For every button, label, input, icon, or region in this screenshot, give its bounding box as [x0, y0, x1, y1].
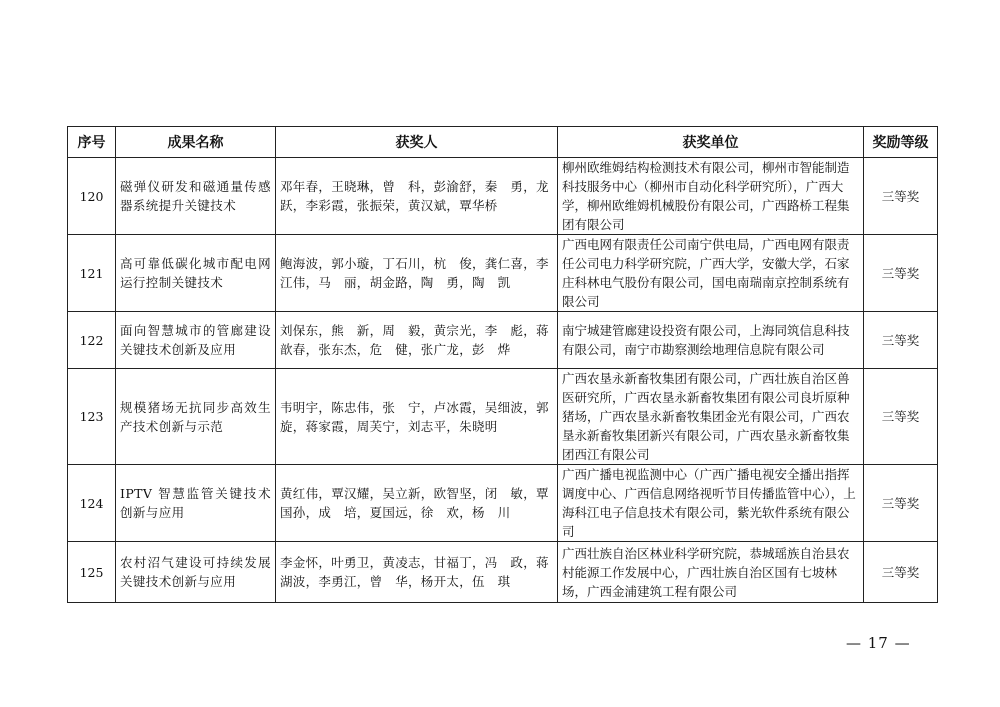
table-row [68, 542, 938, 603]
award-level: 三等奖 [864, 235, 938, 312]
award-level: 三等奖 [864, 369, 938, 465]
winners-list: 韦明宇，陈忠伟，张 宁，卢冰霞，吴细波，郭 旋，蒋家霞，周芙宁，刘志平，朱晓明 [276, 369, 558, 465]
achievement-title: 面向智慧城市的管廊建设关键技术创新及应用 [116, 312, 276, 369]
award-level: 三等奖 [864, 312, 938, 369]
units-list: 广西壮族自治区林业科学研究院，恭城瑶族自治县农村能源工作发展中心，广西壮族自治区国有七坡林场，广西金浦建筑工程有限公司 [558, 542, 864, 603]
row-number: 122 [68, 312, 116, 369]
units-list: 广西广播电视监测中心（广西广播电视安全播出指挥调度中心、广西信息网络视听节目传播监管中心），上海科江电子信息技术有限公司，紫光软件系统有限公司 [558, 465, 864, 542]
winners-list: 刘保东，熊 新，周 毅，黄宗光，李 彪，蒋歆春，张东杰，危 健，张广龙，彭 烨 [276, 312, 558, 369]
row-number: 121 [68, 235, 116, 312]
achievement-title: 磁弹仪研发和磁通量传感器系统提升关键技术 [116, 158, 276, 235]
table-row [68, 158, 938, 235]
row-number: 124 [68, 465, 116, 542]
page-number: — 17 — [846, 634, 911, 652]
units-list: 广西农垦永新畜牧集团有限公司，广西壮族自治区兽医研究所，广西农垦永新畜牧集团有限公司良圻原种猪场，广西农垦永新畜牧集团金光有限公司，广西农垦永新畜牧集团新兴有限公司，广西农垦永新畜牧集团西江有限公司 [558, 369, 864, 465]
table-row [68, 369, 938, 465]
winners-list: 黄红伟，覃汉耀，吴立新，欧智坚，闭 敏，覃国孙，成 培，夏国远，徐 欢，杨 川 [276, 465, 558, 542]
row-number: 120 [68, 158, 116, 235]
achievement-title: 农村沼气建设可持续发展关键技术创新与应用 [116, 542, 276, 603]
winners-list: 鲍海波，郭小璇，丁石川，杭 俊，龚仁喜，李江伟，马 丽，胡金路，陶 勇，陶 凯 [276, 235, 558, 312]
units-list: 广西电网有限责任公司南宁供电局，广西电网有限责任公司电力科学研究院，广西大学，安徽大学，石家庄科林电气股份有限公司，国电南瑞南京控制系统有限公司 [558, 235, 864, 312]
award-level: 三等奖 [864, 158, 938, 235]
award-level: 三等奖 [864, 465, 938, 542]
row-number: 123 [68, 369, 116, 465]
table-header-row [68, 127, 938, 158]
header-title: 成果名称 [116, 127, 276, 158]
row-number: 125 [68, 542, 116, 603]
units-list: 南宁城建管廊建设投资有限公司，上海同筑信息科技有限公司，南宁市勘察测绘地理信息院有限公司 [558, 312, 864, 369]
units-list: 柳州欧维姆结构检测技术有限公司，柳州市智能制造科技服务中心（柳州市自动化科学研究所），广西大学，柳州欧维姆机械股份有限公司，广西路桥工程集团有限公司 [558, 158, 864, 235]
achievement-title: 规模猪场无抗同步高效生产技术创新与示范 [116, 369, 276, 465]
winners-list: 邓年春，王晓琳，曾 科，彭渝舒，秦 勇，龙 跃，李彩霞，张振荣，黄汉斌，覃华桥 [276, 158, 558, 235]
award-level: 三等奖 [864, 542, 938, 603]
achievement-title: IPTV 智慧监管关键技术创新与应用 [116, 465, 276, 542]
table-row [68, 312, 938, 369]
winners-list: 李金怀，叶勇卫，黄凌志，甘福丁，冯 政，蒋湖波，李勇江，曾 华，杨开太，伍 琪 [276, 542, 558, 603]
header-no: 序号 [68, 127, 116, 158]
header-winners: 获奖人 [276, 127, 558, 158]
achievement-title: 高可靠低碳化城市配电网运行控制关键技术 [116, 235, 276, 312]
awards-table [67, 126, 938, 603]
header-level: 奖励等级 [864, 127, 938, 158]
table-row [68, 235, 938, 312]
header-units: 获奖单位 [558, 127, 864, 158]
table-row [68, 465, 938, 542]
